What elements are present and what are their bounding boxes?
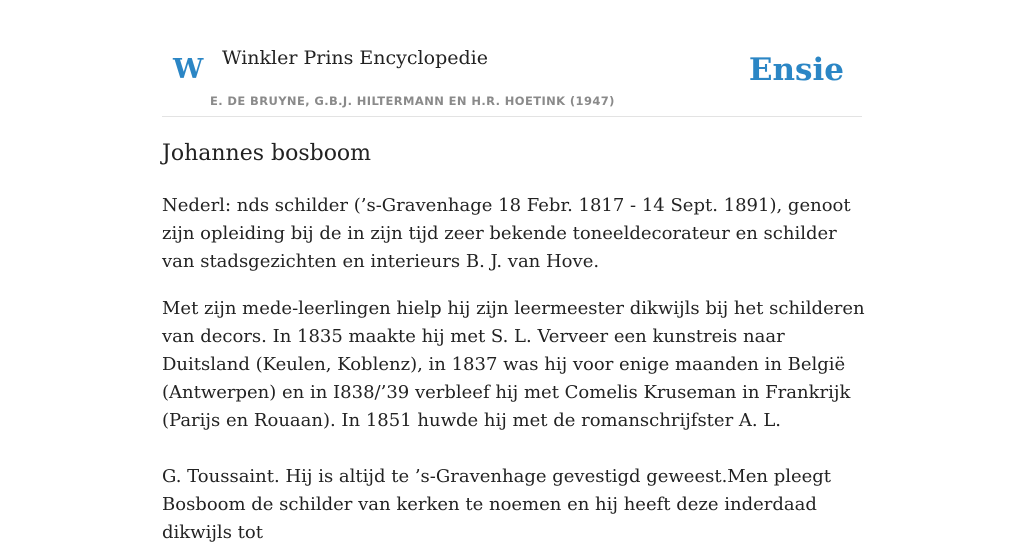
article-paragraph-2: Met zijn mede-leerlingen hielp hij zijn leermeester dikwijls bij het schilderen van decors. In 1835 maakte hij met S. L. Verveer een kunstreis naar Duitsland (Keulen, Koblenz), in 1837 was hij voor enige maanden in België (Antwerpen) en in I838/’39 verbleef hij met Comelis Kruseman in Frankrijk (Parijs en Rouaan). In 1851 huwde hij met de romanschrijfster A. L.	[162, 298, 865, 431]
ensie-logo[interactable]: Ensie	[748, 52, 844, 88]
article-title: Johannes bosboom	[162, 141, 372, 166]
encyclopedia-authors: E. DE BRUYNE, G.B.J. HILTERMANN EN H.R. HOETINK (1947)	[210, 94, 615, 108]
winkler-prins-logo[interactable]: W	[173, 54, 204, 85]
article-paragraph-3: G. Toussaint. Hij is altijd te ’s-Gravenhage gevestigd geweest.Men pleegt Bosboom de schilder van kerken te noemen en hij heeft deze inderdaad dikwijls tot	[162, 466, 832, 543]
encyclopedia-title[interactable]: Winkler Prins Encyclopedie	[222, 47, 488, 69]
article-paragraph-1: Nederl: nds schilder (’s-Gravenhage 18 Febr. 1817 - 14 Sept. 1891), genoot zijn opleiding bij de in zijn tijd zeer bekende toneeldecorateur en schilder van stadsgezichten en interieurs B. J. van Hove.	[162, 195, 851, 272]
site-header	[162, 0, 862, 117]
